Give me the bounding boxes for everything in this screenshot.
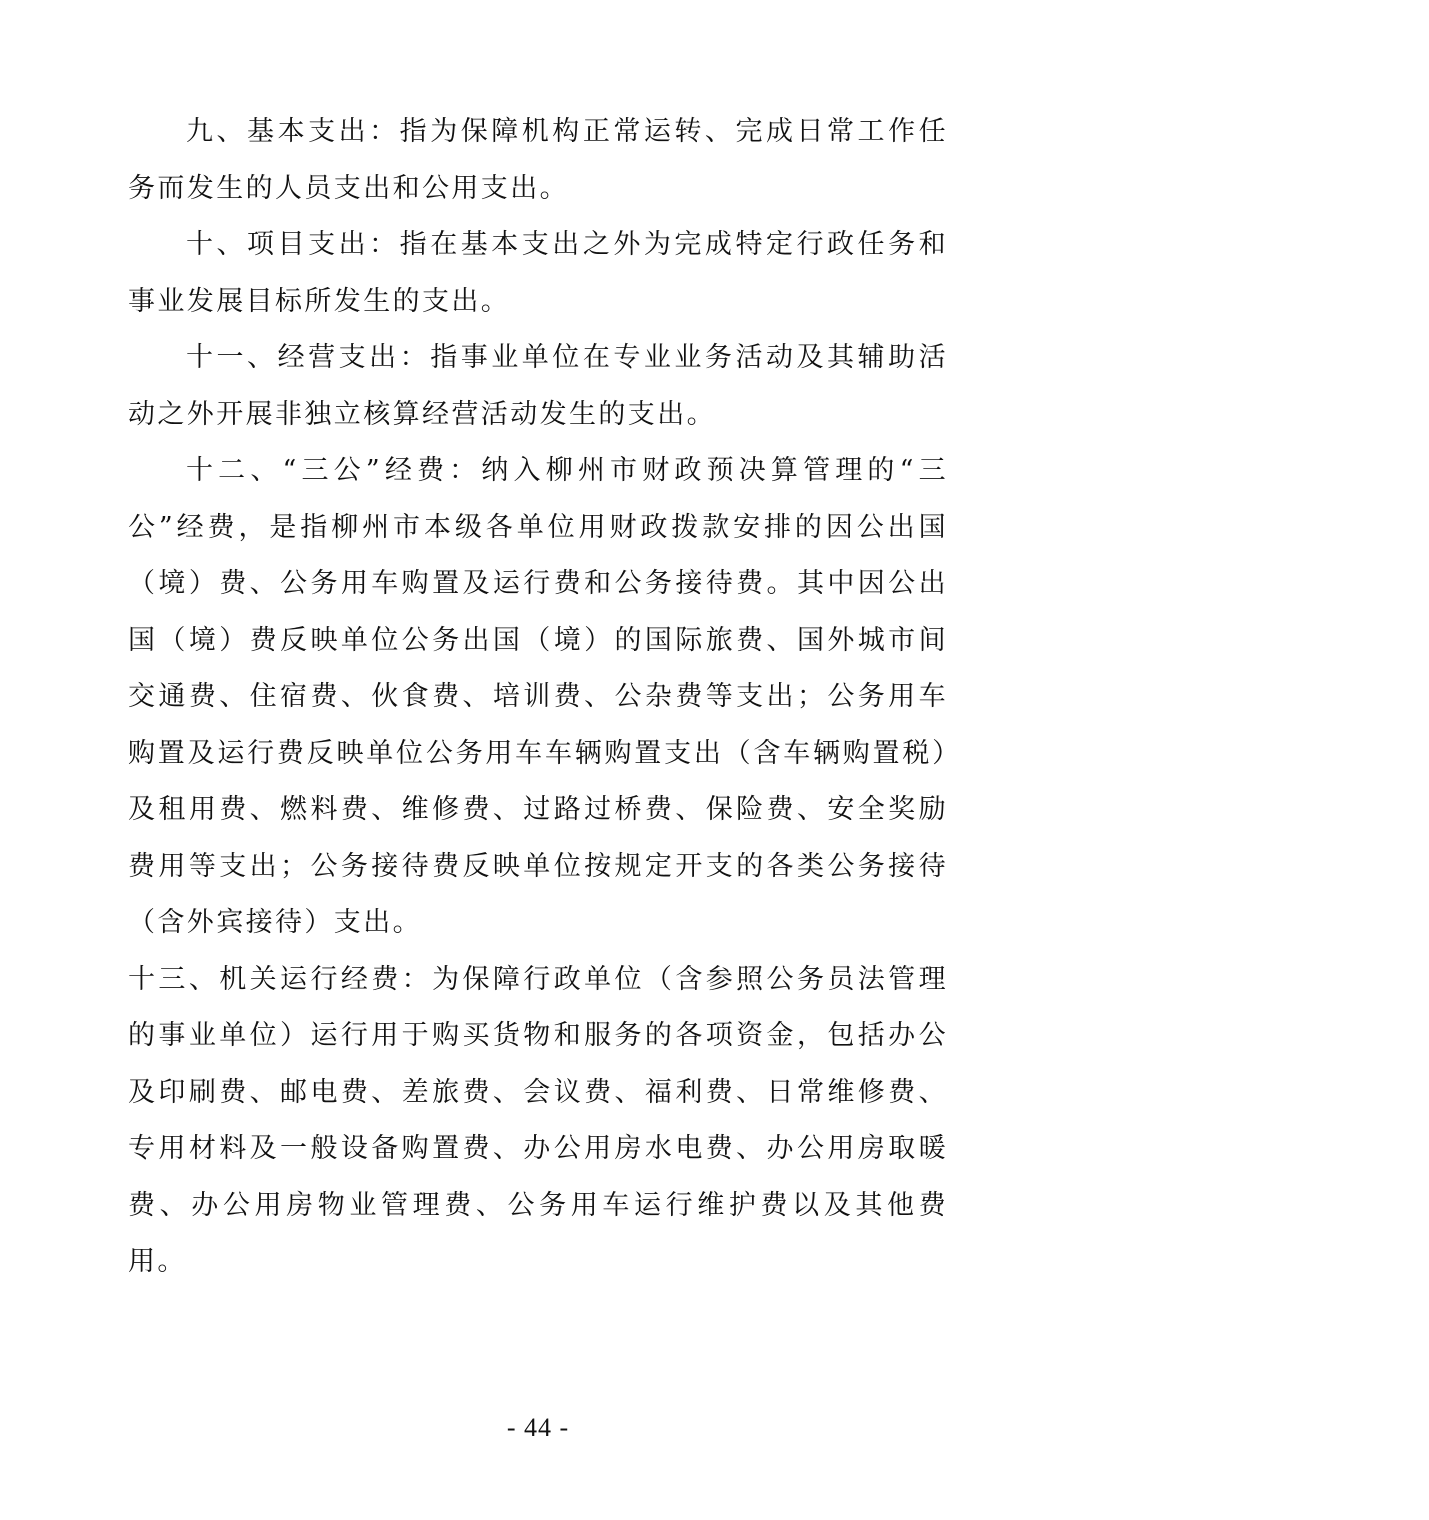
paragraph-project-expenditure: 十、项目支出：指在基本支出之外为完成特定行政任务和事业发展目标所发生的支出。 — [128, 229, 948, 317]
paragraph-operating-expenditure: 十一、经营支出：指事业单位在专业业务活动及其辅助活动之外开展非独立核算经营活动发生的支出。 — [128, 342, 948, 430]
page-number: - 44 - — [506, 1413, 570, 1442]
paragraph-agency-operating-expenses: 十三、机关运行经费：为保障行政单位（含参照公务员法管理的事业单位）运行用于购买货物和服务的各项资金，包括办公及印刷费、邮电费、差旅费、会议费、福利费、日常维修费、专用材料及一般设备购置费、办公用房水电费、办公用房取暖费、办公用房物业管理费、公务用车运行维护费以及其他费用。 — [128, 963, 948, 1277]
paragraph-basic-expenditure: 九、基本支出：指为保障机构正常运转、完成日常工作任务而发生的人员支出和公用支出。 — [128, 116, 948, 204]
document-body — [128, 104, 948, 1291]
paragraph-three-public-expenses: 十二、“三公”经费：纳入柳州市财政预决算管理的“三公”经费，是指柳州市本级各单位用财政拨款安排的因公出国（境）费、公务用车购置及运行费和公务接待费。其中因公出国（境）费反映单位公务出国（境）的国际旅费、国外城市间交通费、住宿费、伙食费、培训费、公杂费等支出；公务用车购置及运行费反映单位公务用车车辆购置支出（含车辆购置税）及租用费、燃料费、维修费、过路过桥费、保险费、安全奖励费用等支出；公务接待费反映单位按规定开支的各类公务接待（含外宾接待）支出。 — [128, 455, 948, 938]
